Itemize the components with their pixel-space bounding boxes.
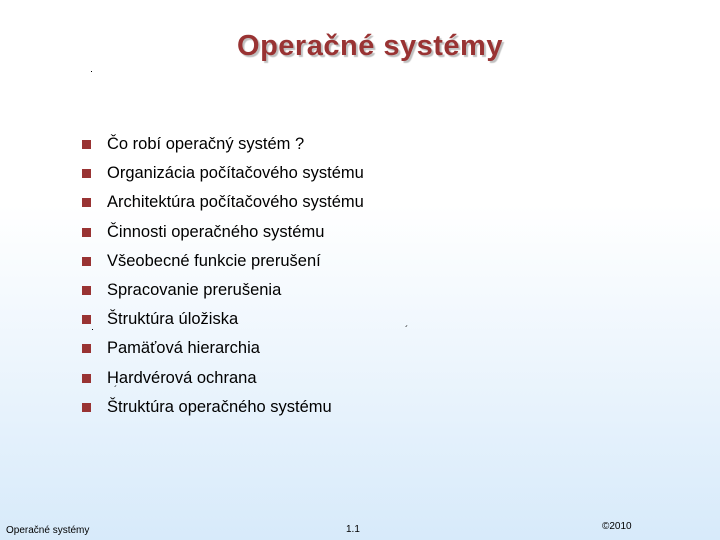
footer-slide-number: 1.1: [346, 524, 360, 535]
list-item: [82, 159, 364, 188]
list-item: [82, 218, 364, 247]
list-item: [82, 334, 364, 363]
bullet-text: Činnosti operačného systému: [107, 222, 325, 241]
square-bullet-icon: [82, 403, 91, 412]
list-item: [82, 247, 364, 276]
square-bullet-icon: [82, 257, 91, 266]
list-item: [82, 364, 364, 393]
square-bullet-icon: [82, 286, 91, 295]
stray-dot: [91, 71, 92, 72]
list-item: [82, 130, 364, 159]
bullet-list: [82, 130, 364, 422]
bullet-text: Štruktúra operačného systému: [107, 397, 332, 416]
bullet-text: Všeobecné funkcie prerušení: [107, 251, 321, 270]
footer-copyright: ©2010: [602, 521, 632, 532]
bullet-text: Organizácia počítačového systému: [107, 164, 364, 183]
footer-course-name: Operačné systémy: [6, 525, 90, 536]
bullet-text: Spracovanie prerušenia: [107, 281, 282, 300]
list-item: [82, 393, 364, 422]
square-bullet-icon: [82, 228, 91, 237]
bullet-text: Čo robí operačný systém ?: [107, 135, 305, 154]
square-bullet-icon: [82, 315, 91, 324]
square-bullet-icon: [82, 344, 91, 353]
list-item: [82, 188, 364, 217]
square-bullet-icon: [82, 198, 91, 207]
slide-title: Operačné systémy: [237, 30, 503, 62]
stray-accent-mark: ´: [405, 325, 409, 336]
square-bullet-icon: [82, 374, 91, 383]
bullet-text: Architektúra počítačového systému: [107, 193, 364, 212]
bullet-text: Hardvérová ochrana: [107, 368, 257, 387]
bullet-text: Pamäťová hierarchia: [107, 339, 260, 358]
square-bullet-icon: [82, 169, 91, 178]
square-bullet-icon: [82, 140, 91, 149]
list-item: [82, 276, 364, 305]
stray-accent-mark: ´: [114, 385, 118, 396]
bullet-text: Štruktúra úložiska: [107, 310, 239, 329]
list-item: [82, 305, 364, 334]
